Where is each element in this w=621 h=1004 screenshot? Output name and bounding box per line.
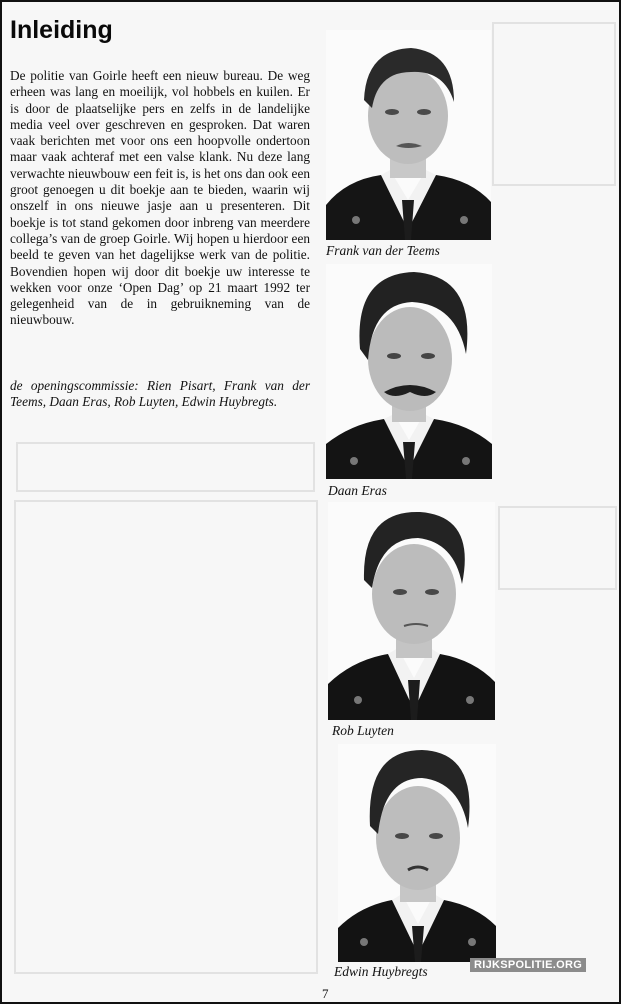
portrait-photo-frank bbox=[326, 30, 491, 240]
article-title: Inleiding bbox=[10, 16, 113, 44]
committee-credit: de openingscommissie: Rien Pisart, Frank van der Teems, Daan Eras, Rob Luyten, Edwin Huybregts. bbox=[10, 378, 310, 410]
portrait-photo-rob bbox=[328, 502, 495, 720]
page-number: 7 bbox=[322, 986, 329, 1001]
bleed-through-frame bbox=[14, 500, 318, 974]
portrait-caption: Daan Eras bbox=[328, 483, 387, 498]
portrait-caption: Edwin Huybregts bbox=[334, 964, 428, 979]
bleed-through-frame bbox=[498, 506, 617, 590]
article-body: De politie van Goirle heeft een nieuw bureau. De weg erheen was lang en moeilijk, vol hobbels en kuilen. Er is door de plaatselijke pers en zelfs in de landelijke media veel over geschreven en gesproken. Dat waren vaak berichten met voor ons een hoopvolle ondertoon maar vaak achteraf met een valse klank. Nu deze lang verwachte nieuwbouw een feit is, is het ons dan ook een groot genoegen u dit boekje aan te bieden, waarin wij onszelf in ons nieuwe jasje aan u presenteren. Dit boekje is tot stand gekomen door inbreng van meerdere collega’s van de groep Goirle. Wij hopen u hierdoor een beeld te geven van het dagelijkse werk van de politie. Bovendien hopen wij door dit boekje uw interesse te wekken voor onze ‘Open Dag’ op 21 maart 1992 ter gelegenheid van de in gebruikneming van de nieuwbouw. bbox=[10, 68, 310, 328]
portrait-caption: Rob Luyten bbox=[332, 723, 394, 738]
bleed-through-frame bbox=[16, 442, 315, 492]
source-watermark: RIJKSPOLITIE.ORG bbox=[470, 958, 586, 972]
portrait-photo-edwin bbox=[338, 744, 496, 962]
bleed-through-frame bbox=[492, 22, 616, 186]
portrait-photo-daan bbox=[326, 264, 492, 479]
portrait-caption: Frank van der Teems bbox=[326, 243, 440, 258]
